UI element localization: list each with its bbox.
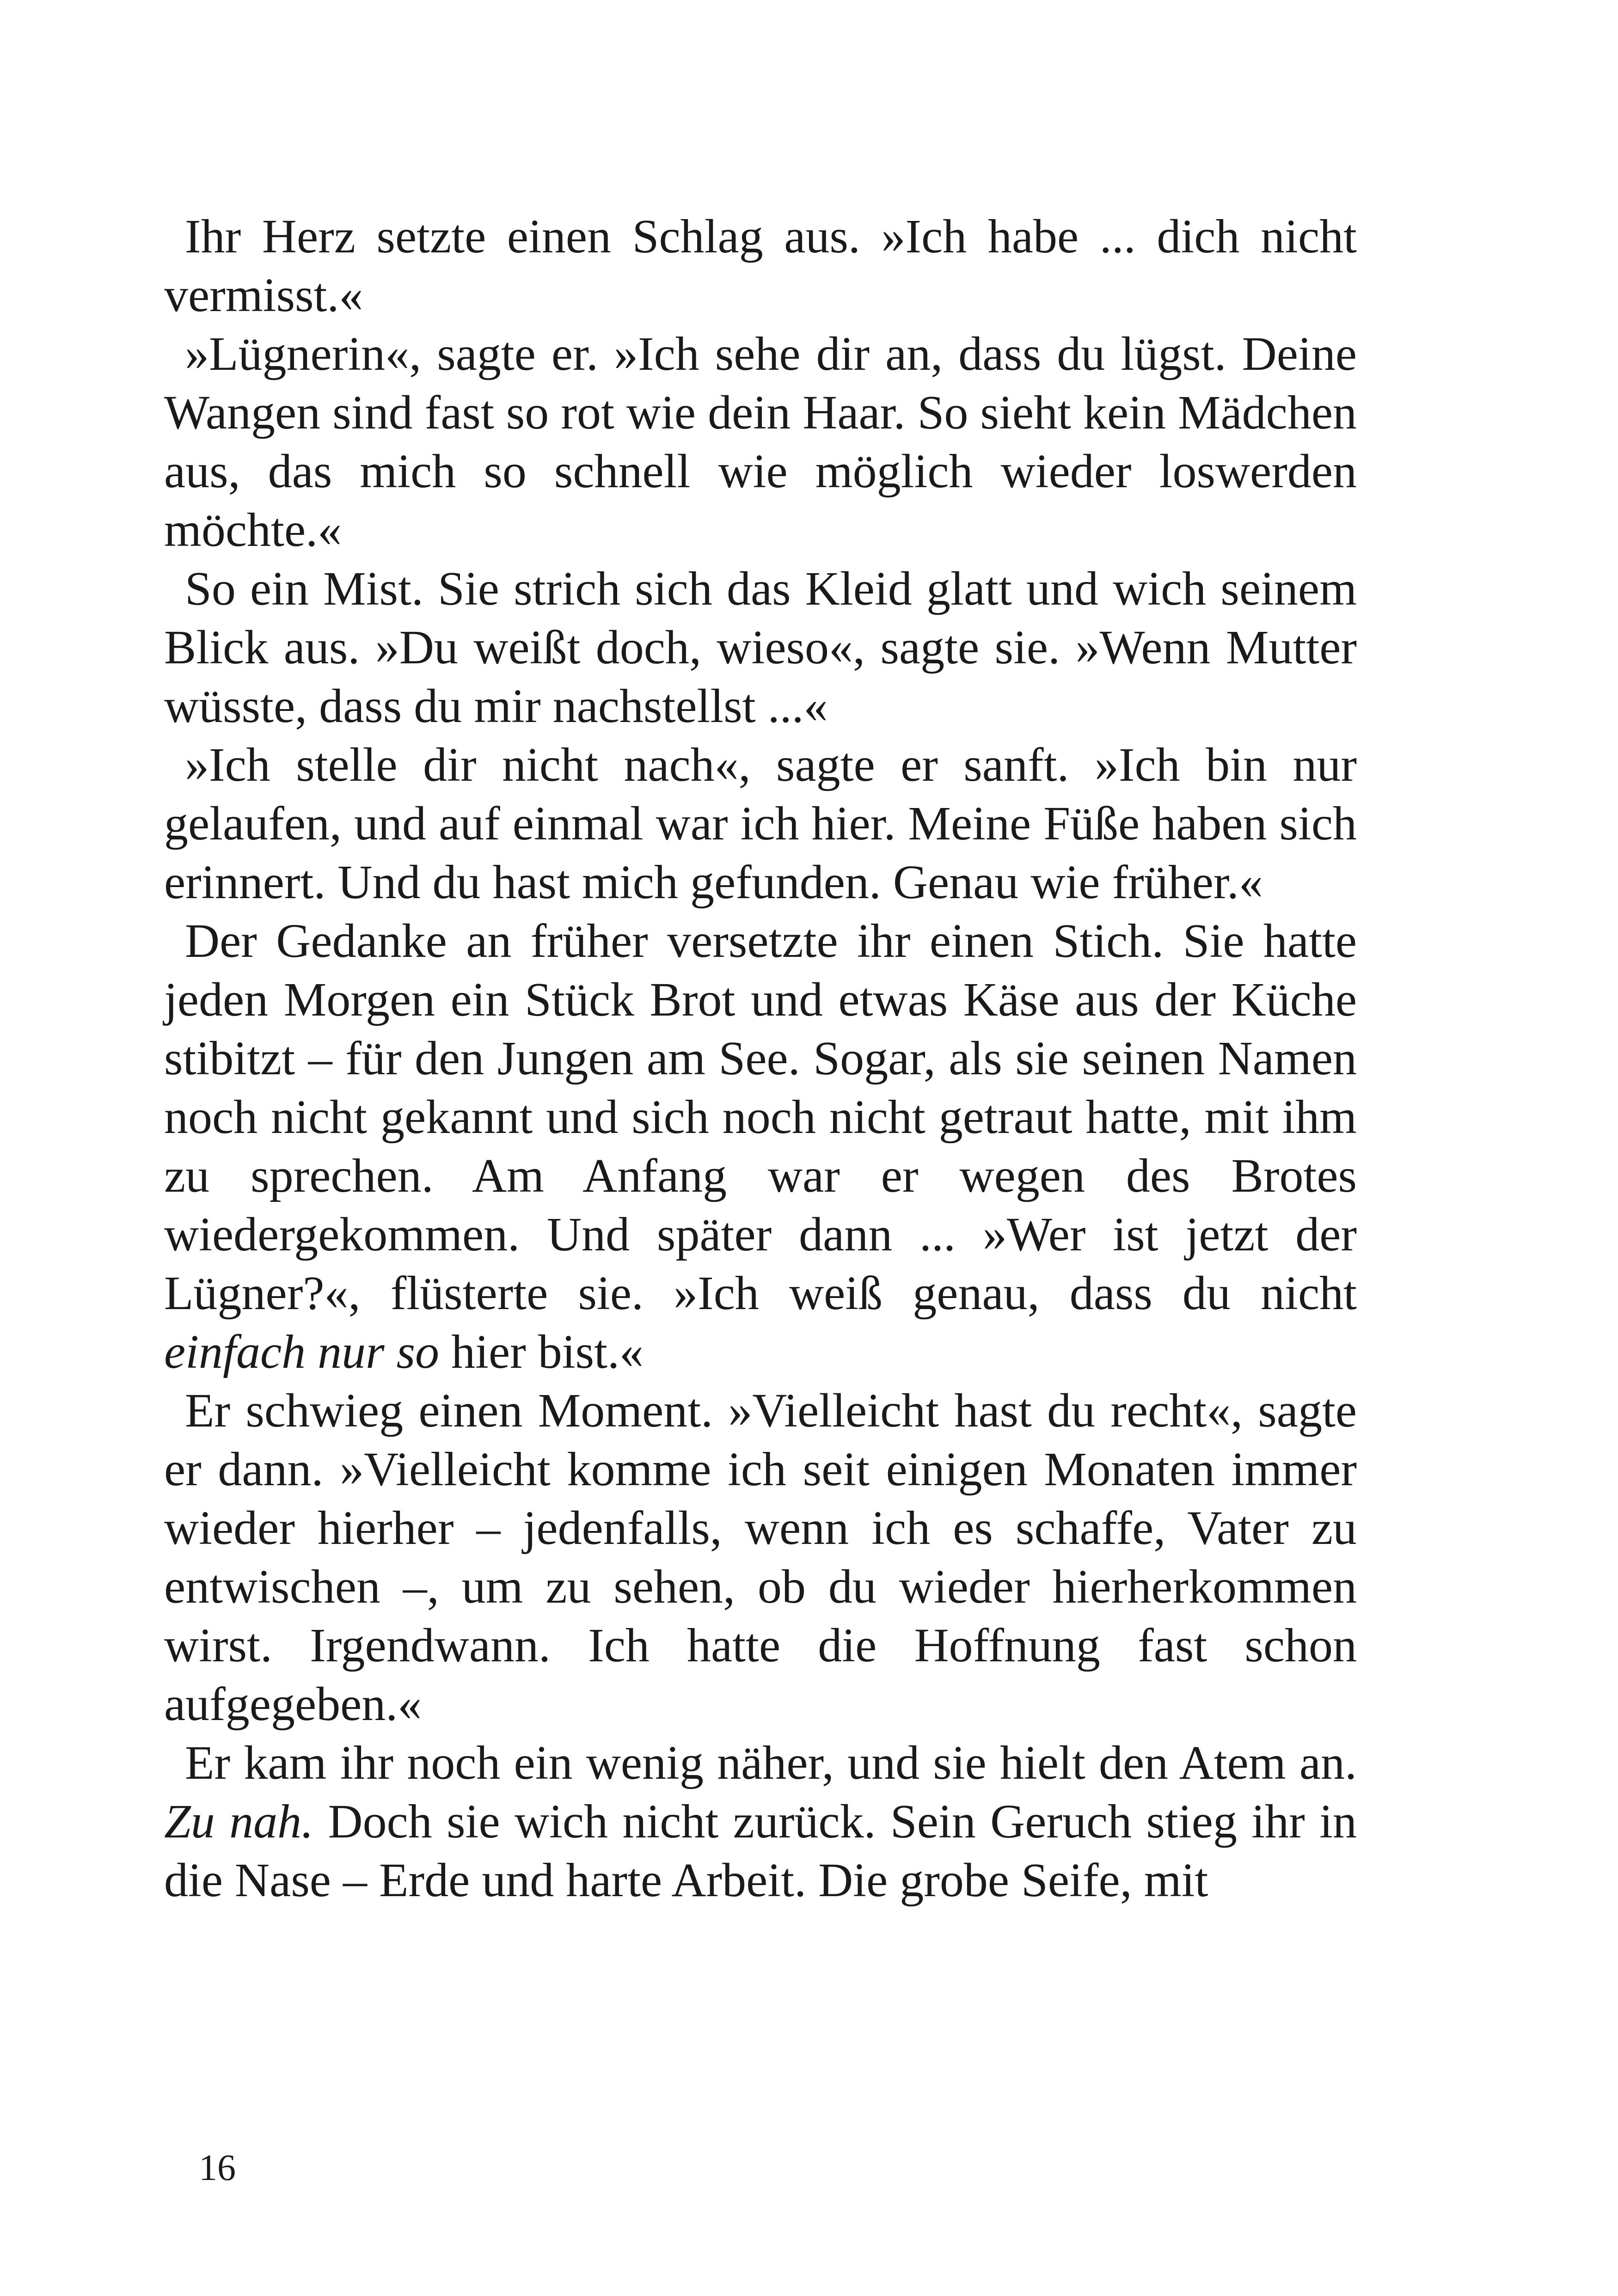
paragraph-1: Ihr Herz setzte einen Schlag aus. »Ich habe ... dich nicht vermisst.«	[164, 210, 1357, 322]
paragraph-7	[164, 1733, 1357, 1910]
paragraph-5-text-b: hier bist.«	[439, 1325, 644, 1378]
paragraph-5-text-a: Der Gedanke an früher versetzte ihr einen Stich. Sie hatte jeden Morgen ein Stück Brot und etwas Käse aus der Küche stibitzt – für den Jungen am See. Sogar, als sie seinen Namen noch nicht gekannt und sich noch nicht getraut hatte, mit ihm zu sprechen. Am Anfang war er wegen des Brotes wiedergekommen. Und später dann ... »Wer ist jetzt der Lügner?«, flüsterte sie. »Ich weiß genau, dass du nicht	[164, 914, 1357, 1320]
body-text	[164, 207, 1357, 1910]
page-number: 16	[199, 2148, 236, 2188]
paragraph-7-text-a: Er kam ihr noch ein wenig näher, und sie hielt den Atem an.	[185, 1736, 1357, 1789]
paragraph-5-italic: einfach nur so	[164, 1325, 440, 1378]
paragraph-5	[164, 912, 1357, 1381]
paragraph-6: Er schwieg einen Moment. »Vielleicht hast du recht«, sagte er dann. »Vielleicht komme ich seit einigen Monaten immer wieder hierher – jedenfalls, wenn ich es schaffe, Vater zu entwischen –, um zu sehen, ob du wieder hierherkommen wirst. Irgendwann. Ich hatte die Hoffnung fast schon aufgegeben.«	[164, 1384, 1357, 1731]
paragraph-2: »Lügnerin«, sagte er. »Ich sehe dir an, dass du lügst. Deine Wangen sind fast so rot wie dein Haar. So sieht kein Mädchen aus, das mich so schnell wie möglich wieder loswerden möchte.«	[164, 327, 1357, 557]
paragraph-7-italic: Zu nah.	[164, 1795, 314, 1848]
paragraph-7-text-b: Doch sie wich nicht zurück. Sein Geruch stieg ihr in die Nase – Erde und harte Arbeit. Die grobe Seife, mit	[164, 1795, 1357, 1907]
paragraph-4: »Ich stelle dir nicht nach«, sagte er sanft. »Ich bin nur gelaufen, und auf einmal war ich hier. Meine Füße haben sich erinnert. Und du hast mich gefunden. Genau wie früher.«	[164, 738, 1357, 909]
paragraph-3: So ein Mist. Sie strich sich das Kleid glatt und wich seinem Blick aus. »Du weißt doch, wieso«, sagte sie. »Wenn Mutter wüsste, dass du mir nachstellst ...«	[164, 562, 1357, 733]
